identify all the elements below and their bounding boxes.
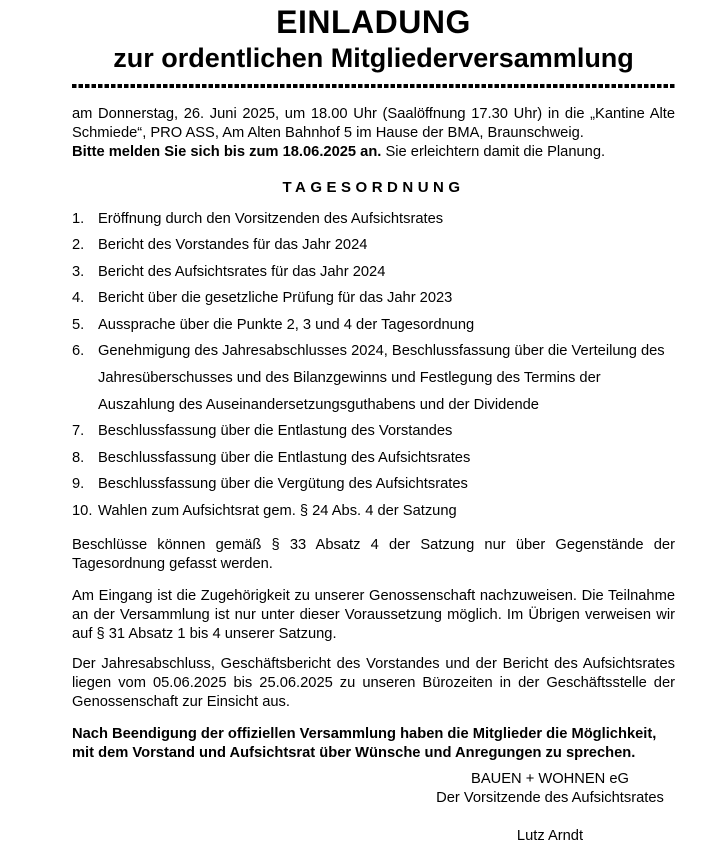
agenda-item-4 (72, 285, 675, 312)
registration-note-rest: Sie erleichtern damit die Planung. (381, 143, 606, 160)
registration-deadline-bold: Bitte melden Sie sich bis zum 18.06.2025 an. (72, 143, 382, 160)
agenda-item-1 (72, 206, 675, 233)
agenda-item-number: 6. (72, 343, 85, 360)
dashed-divider-line (72, 84, 675, 88)
agenda-item-number: 3. (72, 263, 85, 280)
signature-role: Der Vorsitzende des Aufsichtsrates (436, 789, 664, 806)
paragraph-admission: Am Eingang ist die Zugehörigkeit zu unserer Genossenschaft nachzuweisen. Die Teilnahme an der Versammlung ist nur unter dieser Voraussetzung möglich. Im Übrigen verweisen wir auf § 31 Absatz 1 bis 4 unserer Satzung. (72, 587, 675, 642)
agenda-item-text: Bericht des Vorstandes für das Jahr 2024 (98, 237, 368, 254)
paragraph-closing-bold: Nach Beendigung der offiziellen Versammlung haben die Mitglieder die Möglichkeit, mit dem Vorstand und Aufsichtsrat über Wünsche und Anregungen zu sprechen. (72, 725, 657, 761)
agenda-item-number: 2. (72, 237, 85, 254)
agenda-item-text: Eröffnung durch den Vorsitzenden des Aufsichtsrates (98, 210, 444, 227)
paragraph-resolutions: Beschlüsse können gemäß § 33 Absatz 4 der Satzung nur über Gegenstände der Tagesordnung gefasst werden. (72, 536, 675, 572)
agenda-item-number: 10. (72, 503, 93, 520)
agenda-item-number: 4. (72, 290, 85, 307)
agenda-item-3 (72, 259, 675, 286)
agenda-item-text: Aussprache über die Punkte 2, 3 und 4 der Tagesordnung (98, 316, 475, 333)
agenda-item-text: Beschlussfassung über die Entlastung des Vorstandes (98, 423, 453, 440)
agenda-item-text: Bericht über die gesetzliche Prüfung für das Jahr 2023 (98, 290, 453, 307)
agenda-item-8 (72, 445, 675, 472)
agenda-item-text: Bericht des Aufsichtsrates für das Jahr 2024 (98, 263, 386, 280)
agenda-item-5 (72, 312, 675, 339)
signature-name: Lutz Arndt (516, 827, 584, 844)
registration-note (72, 143, 675, 162)
intro-paragraph: am Donnerstag, 26. Juni 2025, um 18.00 Uhr (Saalöffnung 17.30 Uhr) in die „Kantine Alte Schmiede“, PRO ASS, Am Alten Bahnhof 5 im Hause der BMA, Braunschweig. (72, 105, 675, 141)
agenda-item-text: Wahlen zum Aufsichtsrat gem. § 24 Abs. 4 der Satzung (98, 503, 457, 520)
signature-block (425, 770, 675, 846)
agenda-item-text: Genehmigung des Jahresabschlusses 2024, Beschlussfassung über die Verteilung des Jahresüberschusses und des Bilanzgewinns und Festlegung des Termins der Auszahlung des Auseinandersetzungsguthabens und der Dividende (98, 343, 665, 413)
agenda-list (72, 206, 675, 525)
agenda-item-2 (72, 232, 675, 259)
agenda-item-text: Beschlussfassung über die Vergütung des Aufsichtsrates (98, 476, 468, 493)
agenda-item-10 (72, 498, 675, 525)
document-title: EINLADUNG (276, 4, 471, 40)
agenda-item-7 (72, 418, 675, 445)
paragraph-inspection: Der Jahresabschluss, Geschäftsbericht des Vorstandes und der Bericht des Aufsichtsrates liegen vom 05.06.2025 bis 25.06.2025 zu unseren Bürozeiten in der Geschäftsstelle der Genossenschaft zur Einsicht aus. (72, 655, 675, 710)
agenda-item-number: 8. (72, 449, 85, 466)
agenda-item-number: 1. (72, 210, 85, 227)
agenda-item-9 (72, 471, 675, 498)
agenda-heading: TAGESORDNUNG (282, 178, 465, 196)
agenda-item-6 (72, 338, 675, 418)
document-subtitle: zur ordentlichen Mitgliederversammlung (113, 43, 634, 73)
signature-organization: BAUEN + WOHNEN eG (471, 770, 629, 787)
agenda-item-number: 9. (72, 476, 85, 493)
agenda-item-text: Beschlussfassung über die Entlastung des Aufsichtsrates (98, 449, 471, 466)
agenda-item-number: 5. (72, 316, 85, 333)
agenda-item-number: 7. (72, 423, 85, 440)
